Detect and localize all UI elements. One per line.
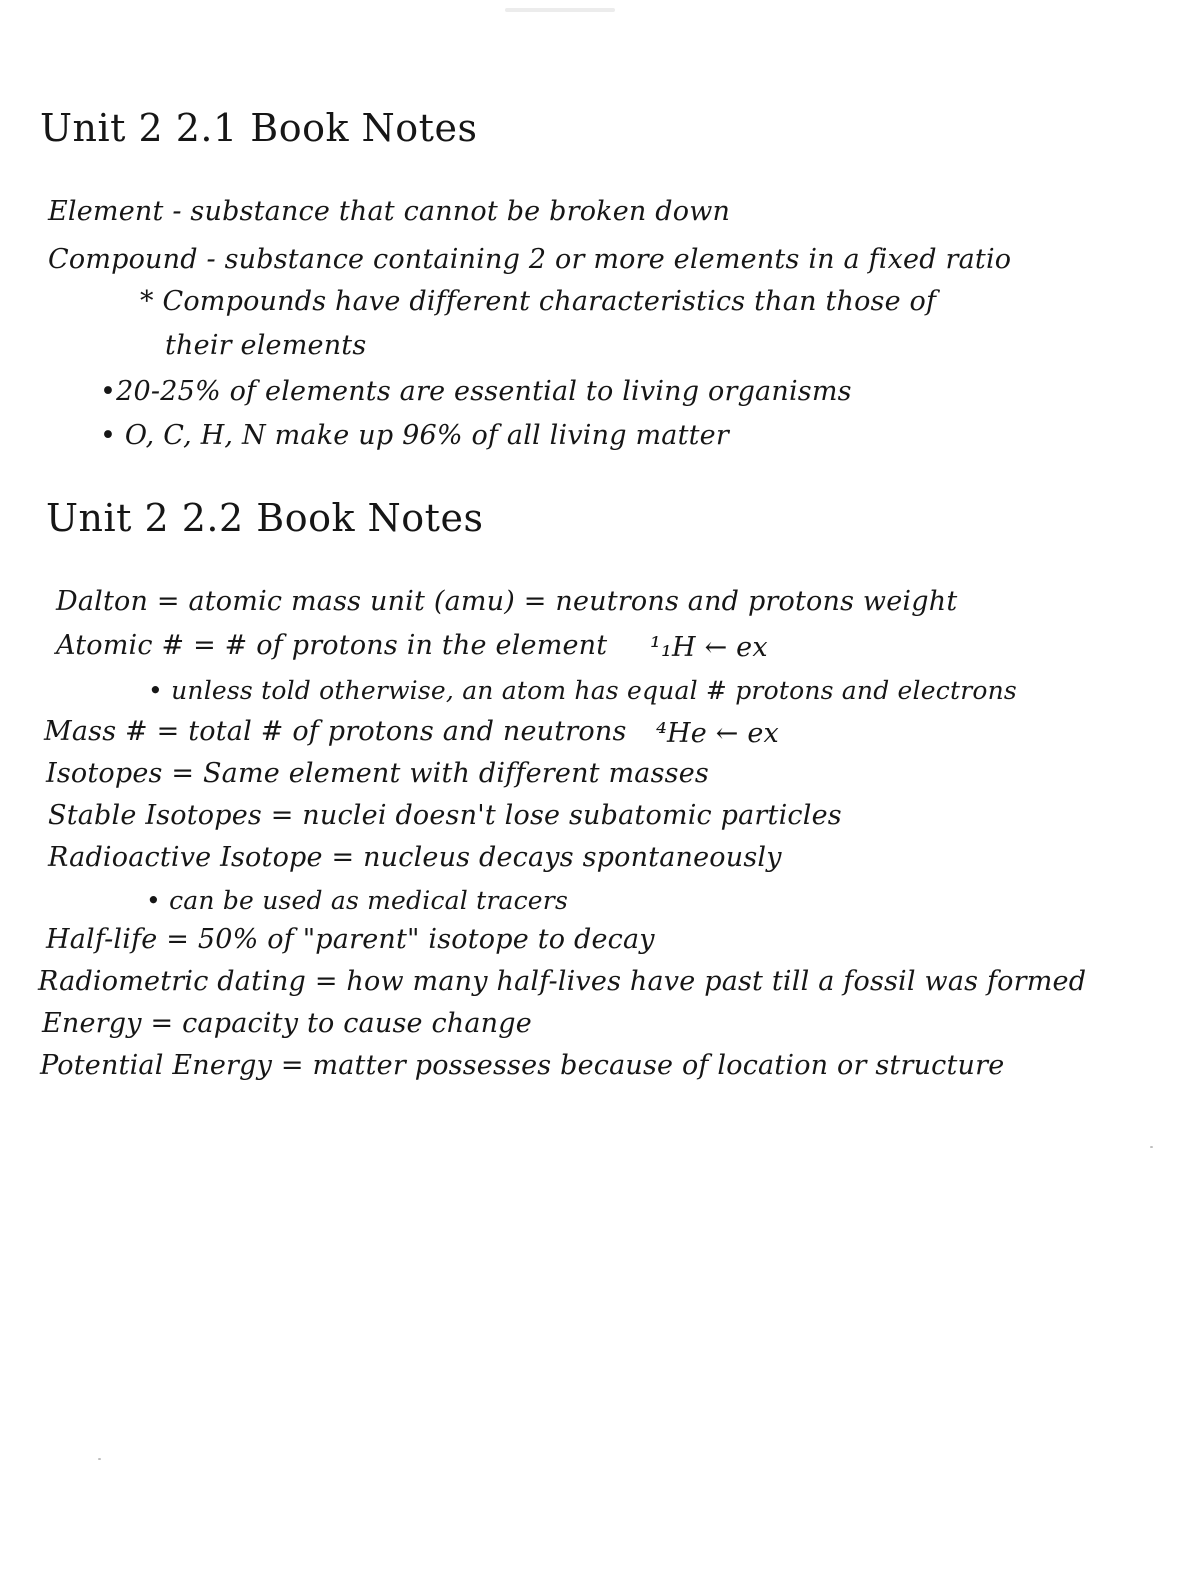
note-line-energy: Energy = capacity to cause change xyxy=(42,1008,532,1039)
note-line-dalton: Dalton = atomic mass unit (amu) = neutrons and protons weight xyxy=(56,586,958,617)
note-line-essential-elements: •20-25% of elements are essential to living organisms xyxy=(100,376,852,407)
note-line-half-life: Half-life = 50% of "parent" isotope to decay xyxy=(46,924,655,955)
note-line-potential-energy: Potential Energy = matter possesses because of location or structure xyxy=(40,1050,1005,1081)
note-line-radiometric-dating: Radiometric dating = how many half-lives have past till a fossil was formed xyxy=(38,966,1087,997)
note-line-compound-note-cont: their elements xyxy=(165,330,367,361)
note-line-element: Element - substance that cannot be broken down xyxy=(48,196,731,227)
note-line-atomic-number-example: ¹₁H ← ex xyxy=(650,632,768,663)
note-line-medical-tracers: • can be used as medical tracers xyxy=(146,886,568,915)
section-2-title: Unit 2 2.2 Book Notes xyxy=(46,496,484,540)
scan-speck xyxy=(1150,1146,1153,1148)
note-line-isotopes: Isotopes = Same element with different masses xyxy=(46,758,709,789)
note-line-equal-protons-electrons: • unless told otherwise, an atom has equal # protons and electrons xyxy=(148,676,1017,705)
note-line-radioactive-isotope: Radioactive Isotope = nucleus decays spontaneously xyxy=(48,842,782,873)
note-line-mass-number: Mass # = total # of protons and neutrons xyxy=(44,716,627,747)
note-line-compound: Compound - substance containing 2 or more elements in a fixed ratio xyxy=(48,244,1012,275)
note-line-compound-note: * Compounds have different characteristics than those of xyxy=(140,286,937,317)
scan-speck xyxy=(98,1458,101,1460)
note-line-stable-isotopes: Stable Isotopes = nuclei doesn't lose subatomic particles xyxy=(48,800,842,831)
note-line-ochn: • O, C, H, N make up 96% of all living matter xyxy=(100,420,729,451)
note-line-mass-number-example: ⁴He ← ex xyxy=(656,718,779,749)
scan-smudge xyxy=(505,8,615,12)
note-line-atomic-number: Atomic # = # of protons in the element xyxy=(56,630,608,661)
section-1-title: Unit 2 2.1 Book Notes xyxy=(40,106,478,150)
